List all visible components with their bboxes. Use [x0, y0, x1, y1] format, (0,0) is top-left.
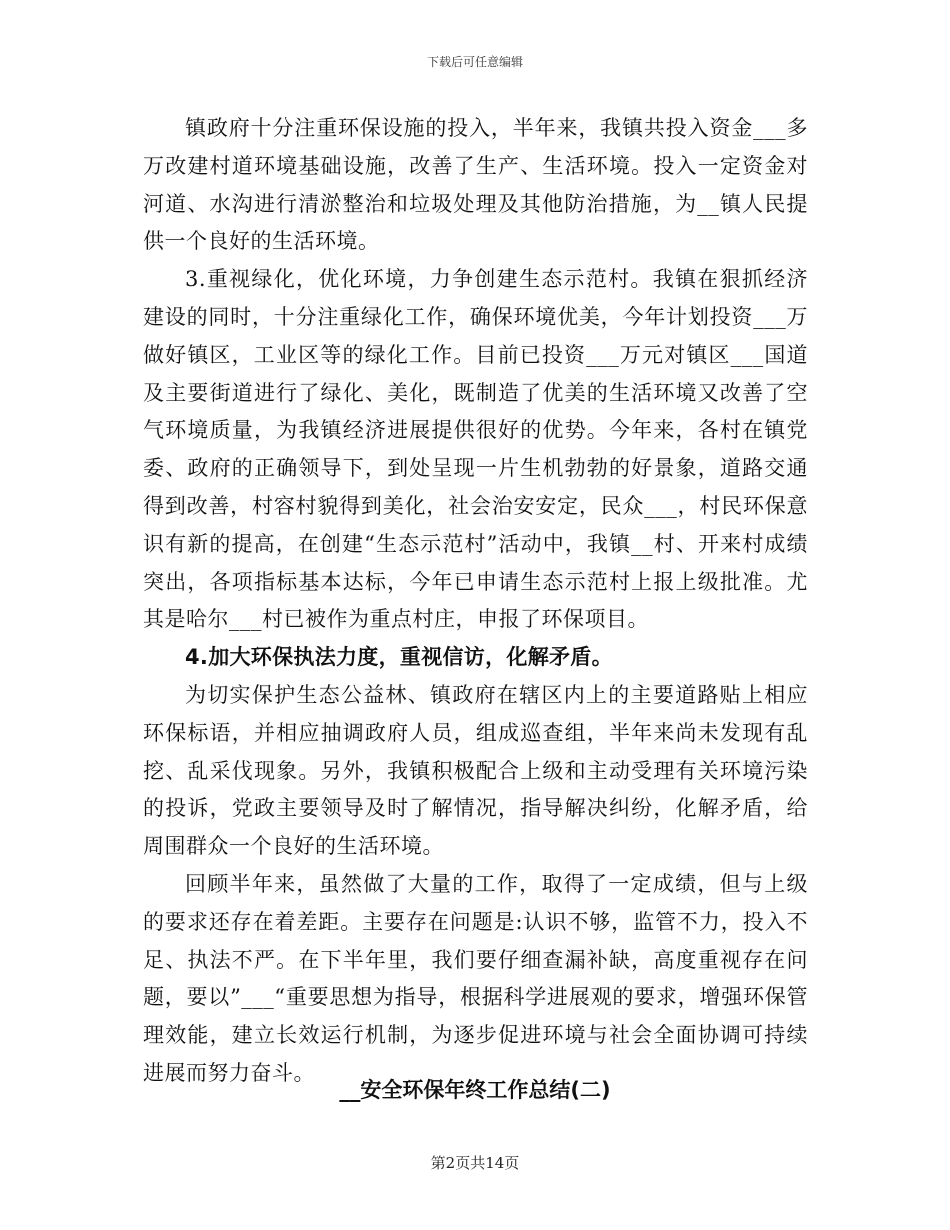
paragraph-heading-enforcement: 4.加大环保执法力度，重视信访，化解矛盾。 — [185, 645, 613, 670]
paragraph-enforcement: 为切实保护生态公益林、镇政府在辖区内上的主要道路贴上相应环保标语，并相应抽调政府人员，组成巡查组，半年来尚未发现有乱挖、乱采伐现象。另外，我镇积极配合上级和主动受理有关环境污染的投诉，党政主要领导及时了解情况，指导解决纠纷，化解矛盾，给周围群众一个良好的生活环境。 — [143, 682, 808, 859]
paragraph-investment: 镇政府十分注重环保设施的投入，半年来，我镇共投入资金___多万改建村道环境基础设施，改善了生产、生活环境。投入一定资金对河道、水沟进行清淤整治和垃圾处理及其他防治措施，为__镇人民提供一个良好的生活环境。 — [143, 116, 808, 254]
header-note: 下载后可任意编辑 — [426, 55, 523, 69]
page-number: 第2页共14页 — [430, 1154, 520, 1172]
section-title: __安全环保年终工作总结(二) — [339, 1078, 611, 1102]
paragraph-review: 回顾半年来，虽然做了大量的工作，取得了一定成绩，但与上级的要求还存在着差距。主要存在问题是:认识不够，监管不力，投入不足、执法不严。在下半年里，我们要仔细查漏补缺，高度重视存在问题，要以”___“重要思想为指导，根据科学进展观的要求，增强环保管理效能，建立长效运行机制，为逐步促进环境与社会全面协调可持续进展而努力奋斗。 — [143, 871, 808, 1085]
document-body — [143, 110, 808, 1093]
paragraph-greening: 3.重视绿化，优化环境，力争创建生态示范村。我镇在狠抓经济建设的同时，十分注重绿化工作，确保环境优美，今年计划投资___万做好镇区，工业区等的绿化工作。目前已投资___万元对镇区___国道及主要街道进行了绿化、美化，既制造了优美的生活环境又改善了空气环境质量，为我镇经济进展提供很好的优势。今年来，各村在镇党委、政府的正确领导下，到处呈现一片生机勃勃的好景象，道路交通得到改善，村容村貌得到美化，社会治安安定，民众___，村民环保意识有新的提高，在创建“生态示范村”活动中，我镇__村、开来村成绩突出，各项指标基本达标，今年已申请生态示范村上报上级批准。尤其是哈尔___村已被作为重点村庄，申报了环保项目。 — [143, 267, 808, 632]
